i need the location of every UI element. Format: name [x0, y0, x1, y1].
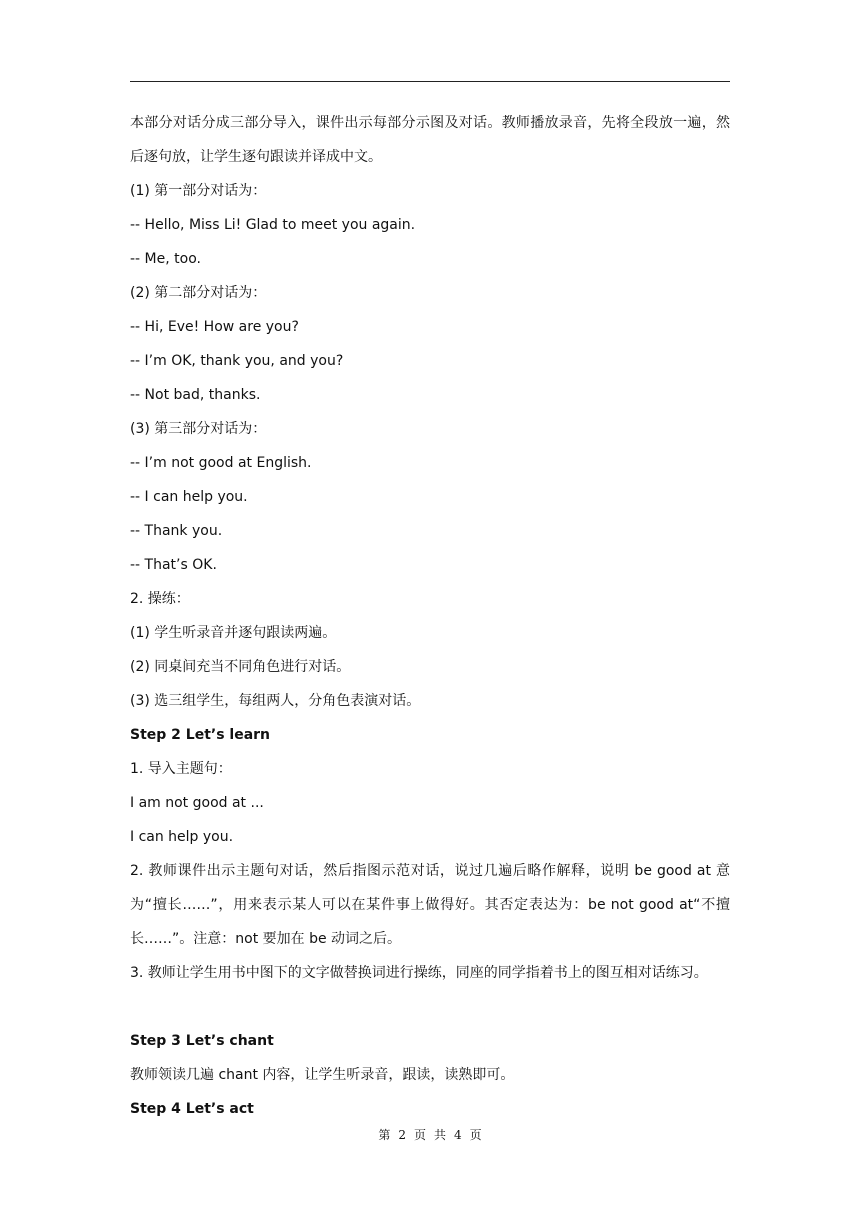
paragraph: 教师领读几遍 chant 内容，让学生听录音，跟读，读熟即可。 [130, 1067, 515, 1083]
paragraph: 本部分对话分成三部分导入，课件出示每部分示图及对话。教师播放录音，先将全段放一遍，然后逐句放，让学生逐句跟读并译成中文。 [130, 115, 730, 165]
footer-total-pages: 4 [454, 1128, 462, 1142]
page-footer [0, 1126, 860, 1143]
paragraph: -- Hello, Miss Li! Glad to meet you again. [130, 217, 416, 233]
footer-total-word: 共 [434, 1128, 447, 1142]
paragraph: 1. 导入主题句： [130, 761, 232, 777]
footer-page-word: 页 [413, 1128, 426, 1142]
paragraph: (2) 第二部分对话为： [130, 285, 267, 301]
paragraph: -- Hi, Eve! How are you? [130, 319, 299, 335]
paragraph: 3. 教师让学生用书中图下的文字做替换词进行操练，同座的同学指着书上的图互相对话练习。 [130, 965, 708, 981]
paragraph: -- Me, too. [130, 251, 201, 267]
paragraph: (1) 学生听录音并逐句跟读两遍。 [130, 625, 337, 641]
paragraph: (3) 第三部分对话为： [130, 421, 267, 437]
paragraph: -- Thank you. [130, 523, 223, 539]
body-text [130, 106, 730, 1126]
paragraph: (1) 第一部分对话为： [130, 183, 267, 199]
paragraph: (3) 选三组学生，每组两人，分角色表演对话。 [130, 693, 421, 709]
paragraph: -- I can help you. [130, 489, 248, 505]
paragraph: (2) 同桌间充当不同角色进行对话。 [130, 659, 351, 675]
paragraph: -- That’s OK. [130, 557, 217, 573]
paragraph: -- Not bad, thanks. [130, 387, 261, 403]
footer-current-page: 2 [398, 1128, 406, 1142]
paragraph: I am not good at ... [130, 795, 264, 811]
paragraph: 2. 教师课件出示主题句对话，然后指图示范对话，说过几遍后略作解释，说明 be good at 意为“擅长……”，用来表示某人可以在某件事上做得好。其否定表达为：be not good at“不擅长……”。注意：not 要加在 be 动词之后。 [130, 863, 730, 947]
header-rule [130, 81, 730, 82]
paragraph: 2. 操练： [130, 591, 190, 607]
paragraph: I can help you. [130, 829, 234, 845]
footer-prefix: 第 [378, 1128, 391, 1142]
paragraph: -- I’m OK, thank you, and you? [130, 353, 344, 369]
section-heading: Step 3 Let’s chant [130, 1033, 274, 1049]
section-heading: Step 2 Let’s learn [130, 727, 271, 743]
footer-suffix: 页 [469, 1128, 482, 1142]
section-heading: Step 4 Let’s act [130, 1101, 254, 1117]
paragraph: -- I’m not good at English. [130, 455, 312, 471]
